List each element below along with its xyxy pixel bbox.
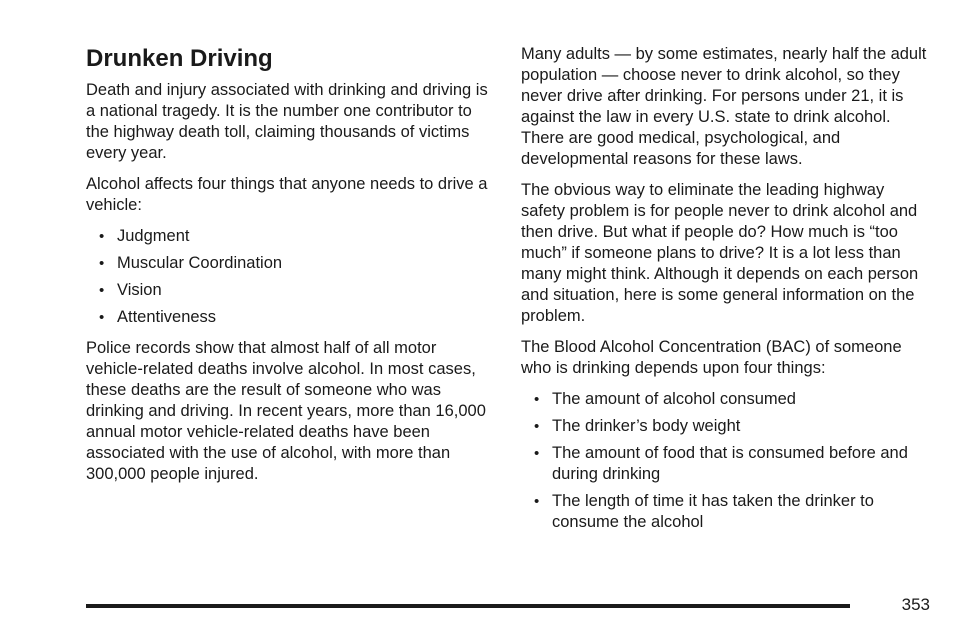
list-item bbox=[521, 389, 931, 410]
footer-rule bbox=[86, 604, 850, 608]
list-item-text: Muscular Coordination bbox=[117, 254, 283, 272]
right-column bbox=[521, 44, 931, 543]
bullet-icon: • bbox=[534, 445, 540, 462]
section-title: Drunken Driving bbox=[86, 45, 273, 72]
bullet-icon: • bbox=[534, 418, 540, 435]
left-column bbox=[86, 44, 496, 495]
list-item bbox=[86, 307, 496, 328]
bullet-icon: • bbox=[99, 282, 105, 299]
bullet-icon: • bbox=[534, 391, 540, 408]
list-item-text: Attentiveness bbox=[117, 308, 217, 326]
bullet-icon: • bbox=[99, 228, 105, 245]
list-item bbox=[86, 280, 496, 301]
bullet-icon: • bbox=[99, 255, 105, 272]
bac-factors-list bbox=[521, 389, 931, 533]
list-item-text: Vision bbox=[117, 281, 162, 299]
intro-paragraph: Death and injury associated with drinking and driving is a national tragedy. It is the number one contributor to the highway death toll, claiming thousands of victims every year. bbox=[86, 81, 488, 162]
list-item bbox=[86, 253, 496, 274]
bullet-icon: • bbox=[99, 309, 105, 326]
list-item bbox=[521, 491, 931, 533]
effects-paragraph: Alcohol affects four things that anyone needs to drive a vehicle: bbox=[86, 175, 488, 214]
list-item-text: The amount of alcohol consumed bbox=[552, 390, 796, 408]
list-item bbox=[521, 443, 931, 485]
adults-paragraph: Many adults — by some estimates, nearly half the adult population — choose never to drink alcohol, so they never drive after drinking. For persons under 21, it is against the law in every U.S. state to drink alcohol. There are good medical, psychological, and developmental reasons for these laws. bbox=[521, 45, 927, 168]
list-item-text: The length of time it has taken the drinker to consume the alcohol bbox=[552, 492, 874, 531]
page-number: 353 bbox=[901, 595, 930, 614]
safety-paragraph: The obvious way to eliminate the leading highway safety problem is for people never to drink alcohol and then drive. But what if people do? How much is “too much” if someone plans to drive? It is a lot less than many might think. Although it depends on each person and situation, here is some general information on the problem. bbox=[521, 181, 919, 325]
list-item-text: The drinker’s body weight bbox=[552, 417, 741, 435]
list-item bbox=[86, 226, 496, 247]
bac-paragraph: The Blood Alcohol Concentration (BAC) of someone who is drinking depends upon four things: bbox=[521, 338, 902, 377]
list-item-text: Judgment bbox=[117, 227, 190, 245]
list-item-text: The amount of food that is consumed before and during drinking bbox=[552, 444, 908, 483]
bullet-icon: • bbox=[534, 493, 540, 510]
effects-list bbox=[86, 226, 496, 328]
statistics-paragraph: Police records show that almost half of all motor vehicle-related deaths involve alcohol. In most cases, these deaths are the result of someone who was drinking and driving. In recent years, more than 16,000 annual motor vehicle-related deaths have been associated with the use of alcohol, with more than 300,000 people injured. bbox=[86, 339, 486, 483]
list-item bbox=[521, 416, 931, 437]
